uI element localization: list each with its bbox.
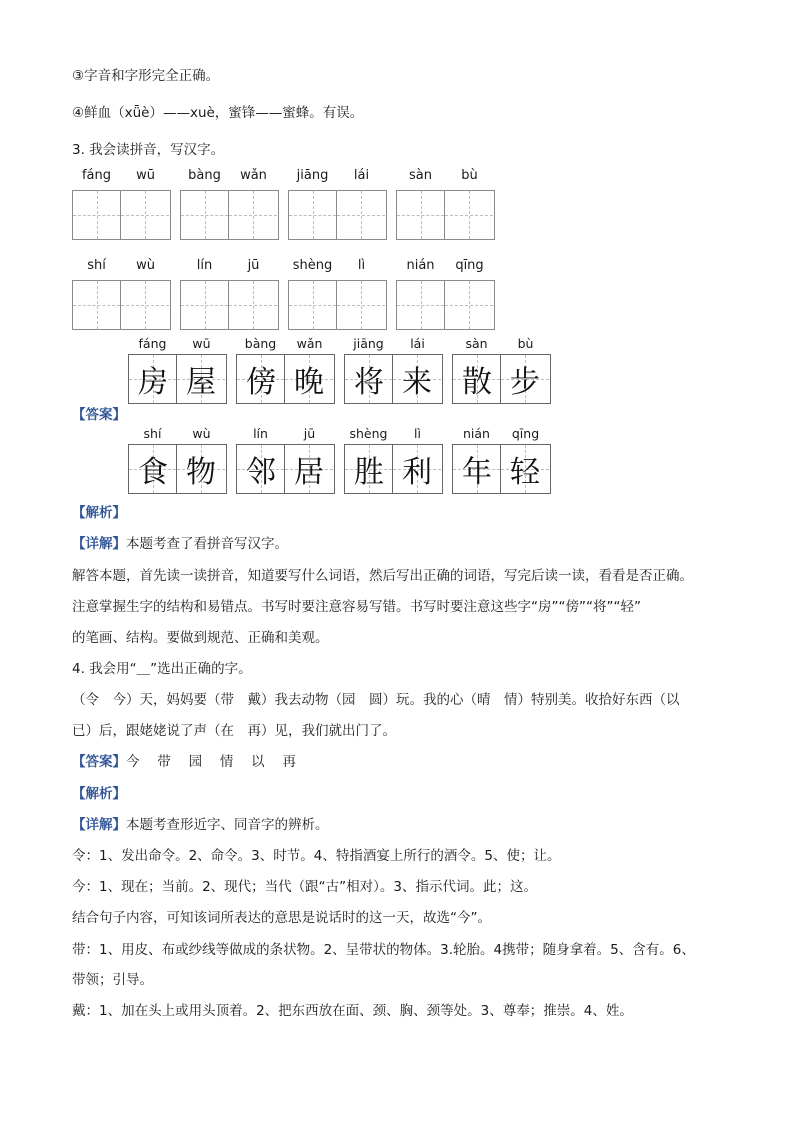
answer-character: 轻 [510,455,540,490]
pinyin-label: shí [87,258,106,273]
grid-cell [177,355,225,403]
pinyin-label: nián [463,426,490,441]
answer-row [128,426,558,498]
writing-grid[interactable] [72,190,171,240]
grid-cell [393,355,441,403]
grid-cell[interactable] [397,281,445,329]
grid-cell [453,445,501,493]
explanation-line: 带：1、用皮、布或纱线等做成的条状物。2、呈带状的物体。3.轮胎。4携带；随身拿着。5、含有。6、 [72,942,695,958]
grid-cell[interactable] [229,281,277,329]
answer-grid-group [236,336,335,408]
pinyin-label: lì [357,258,366,273]
answer-grid-group [452,336,551,408]
pinyin-label: bàng [188,168,221,183]
answer-grid-group [344,336,443,408]
explanation-line: 戴：1、加在头上或用头顶着。2、把东西放在面、颈、胸、颈等处。3、尊奉；推崇。4、姓。 [72,1003,633,1019]
explanation-line: 今：1、现在；当前。2、现代；当代（跟“古”相对）。3、指示代词。此；这。 [72,879,538,895]
answer-grid [452,444,551,494]
writing-grid[interactable] [288,280,387,330]
pinyin-grid-group [180,258,279,338]
pinyin-label: lín [253,426,268,441]
answer-grid-group [128,336,227,408]
grid-cell[interactable] [289,281,337,329]
explanation-line: 结合句子内容，可知该词所表达的意思是说话时的这一天，故选“今”。 [72,910,491,926]
grid-cell[interactable] [289,191,337,239]
pinyin-label: wù [136,258,155,273]
pinyin-label: nián [406,258,435,273]
question-4-title: 4. 我会用“＿”选出正确的字。 [72,661,252,677]
explanation-line: 的笔画、结构。要做到规范、正确和美观。 [72,630,329,646]
answer-grid-group [128,426,227,498]
grid-cell[interactable] [73,281,121,329]
pinyin-label: bù [517,336,534,351]
detail-label: 【详解】 [72,536,126,552]
question-4-sentence: 已）后，跟姥姥说了声（在 再）见，我们就出门了。 [72,723,396,739]
analysis-label: 【解析】 [72,505,126,521]
writing-grid[interactable] [180,280,279,330]
pinyin-label: jū [303,426,316,441]
answer-character: 房 [138,365,168,400]
answer-character: 步 [510,365,540,400]
answer-text: 今 带 园 情 以 再 [126,754,296,770]
grid-cell [501,355,549,403]
text-line: ③字音和字形完全正确。 [72,68,220,84]
pinyin-grid-group [396,258,495,338]
pinyin-label: bàng [244,336,277,351]
grid-cell[interactable] [229,191,277,239]
answer-character: 胜 [354,455,384,490]
pinyin-label: sàn [465,336,488,351]
grid-cell [453,355,501,403]
explanation-line: 注意掌握生字的结构和易错点。书写时要注意容易写错。书写时要注意这些字“房”“傍”“将”“轻” [72,599,641,615]
answer-grid-group [344,426,443,498]
pinyin-label: jiāng [353,336,384,351]
grid-cell[interactable] [73,191,121,239]
grid-cell[interactable] [337,191,385,239]
pinyin-label: sàn [409,168,432,183]
answer-character: 利 [402,455,432,490]
pinyin-grid-group [180,168,279,248]
grid-cell [285,445,333,493]
explanation-line: 带领；引导。 [72,972,153,988]
answer-label: 【答案】 [72,407,126,423]
pinyin-label: qīng [511,426,540,441]
pinyin-label: fáng [138,336,167,351]
pinyin-grid-group [288,168,387,248]
analysis-label: 【解析】 [72,786,126,802]
writing-grid[interactable] [72,280,171,330]
grid-cell [237,355,285,403]
grid-cell [393,445,441,493]
grid-cell [345,445,393,493]
grid-cell [129,355,177,403]
answer-grid-group [452,426,551,498]
pinyin-label: lái [410,336,425,351]
grid-cell [285,355,333,403]
answer-grid-group [236,426,335,498]
pinyin-label: wū [136,168,155,183]
grid-cell[interactable] [445,191,493,239]
grid-cell[interactable] [397,191,445,239]
grid-cell[interactable] [181,191,229,239]
answer-character: 来 [402,365,432,400]
pinyin-label: jiāng [296,168,329,183]
pinyin-label: lín [196,258,213,273]
pinyin-grid-group [396,168,495,248]
grid-cell[interactable] [121,281,169,329]
question-3-title: 3. 我会读拼音，写汉字。 [72,142,225,158]
writing-grid[interactable] [288,190,387,240]
answer-character: 居 [294,455,324,490]
grid-cell [177,445,225,493]
explanation-line: 令：1、发出命令。2、命令。3、时节。4、特指酒宴上所行的酒令。5、使；让。 [72,848,561,864]
grid-cell [345,355,393,403]
grid-cell[interactable] [445,281,493,329]
detail-text: 本题考查形近字、同音字的辨析。 [126,817,329,833]
pinyin-label: wǎn [296,336,323,351]
grid-cell [237,445,285,493]
answer-character: 年 [462,455,492,490]
detail-label: 【详解】 [72,817,126,833]
pinyin-label: bù [461,168,478,183]
pinyin-label: lì [414,426,421,441]
pinyin-label: wù [192,426,211,441]
practice-row [72,168,502,248]
answer-grid [236,354,335,404]
answer-character: 散 [462,365,492,400]
answer-character: 屋 [186,365,216,400]
writing-grid[interactable] [396,190,495,240]
question-4-sentence: （令 今）天，妈妈要（带 戴）我去动物（园 圆）玩。我的心（晴 情）特别美。收拾好东西（以 [72,692,680,708]
pinyin-grid-group [72,168,171,248]
answer-character: 晚 [294,365,324,400]
answer-character: 邻 [246,455,276,490]
detail-line [72,534,288,554]
answer-row [128,336,558,408]
answer-character: 物 [186,455,216,490]
answer-character: 食 [138,455,168,490]
pinyin-label: wū [192,336,211,351]
grid-cell [501,445,549,493]
answer-character: 傍 [246,365,276,400]
grid-cell [129,445,177,493]
writing-grid[interactable] [180,190,279,240]
pinyin-grid-group [72,258,171,338]
answer-line [72,752,296,772]
text-line: ④鲜血（xǖè）——xuè，蜜锋——蜜蜂。有误。 [72,105,364,121]
pinyin-label: qīng [455,258,484,273]
detail-line [72,815,329,835]
answer-grid [236,444,335,494]
pinyin-grid-group [288,258,387,338]
pinyin-label: jū [247,258,260,273]
detail-text: 本题考查了看拼音写汉字。 [126,536,288,552]
answer-grid [452,354,551,404]
grid-cell[interactable] [121,191,169,239]
grid-cell[interactable] [337,281,385,329]
answer-label: 【答案】 [72,754,126,770]
pinyin-label: lái [353,168,370,183]
explanation-line: 解答本题，首先读一读拼音，知道要写什么词语，然后写出正确的词语，写完后读一读，看看是否正确。 [72,568,693,584]
grid-cell[interactable] [181,281,229,329]
writing-grid[interactable] [396,280,495,330]
answer-grid [128,354,227,404]
pinyin-label: shí [143,426,162,441]
answer-grid [128,444,227,494]
answer-character: 将 [354,365,384,400]
pinyin-label: wǎn [240,168,267,183]
practice-row [72,258,502,338]
pinyin-label: fáng [81,168,112,183]
pinyin-label: shèng [349,426,388,441]
answer-grid [344,354,443,404]
pinyin-label: shèng [292,258,333,273]
answer-grid [344,444,443,494]
